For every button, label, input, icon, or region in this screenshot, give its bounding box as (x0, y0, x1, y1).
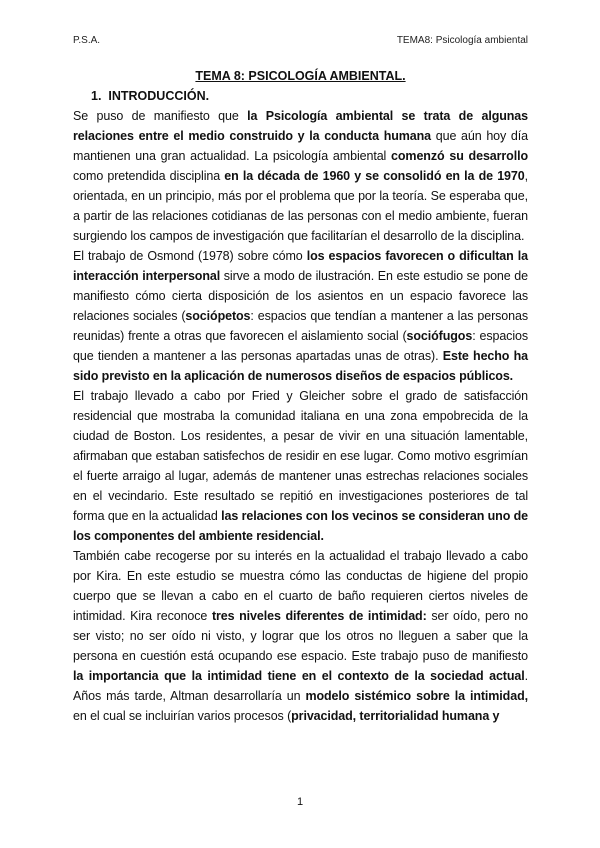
page-number: 1 (296, 796, 304, 808)
text-run: como pretendida disciplina (73, 169, 225, 183)
section-label: INTRODUCCIÓN. (108, 89, 210, 103)
section-heading (91, 86, 528, 106)
bold-text: en la década de 1960 y se consolidó en la de 1970 (224, 169, 525, 183)
text-run: También cabe recogerse por su interés en la actualidad el trabajo llevado a cabo por Kira. En este estudio se muestra cómo las conductas de higiene del propio cuerpo que se llevan a cabo en el cuarto de baño requieren ciertos niveles de intimidad. Kira reconoce (73, 549, 528, 623)
text-run: en el cual se incluirían varios procesos ( (73, 709, 292, 723)
header-right: TEMA8: Psicología ambiental (396, 35, 528, 46)
text-run: : espacios que tendían a mantener a las personas reunidas) frente a otras que favorecen el aislamiento social ( (73, 309, 528, 343)
bold-text: Este hecho ha sido previsto en la aplicación de numerosos diseños de espacios públicos. (73, 349, 529, 383)
bold-text: modelo sistémico sobre la intimidad, (305, 689, 528, 703)
text-run: sirve a modo de ilustración. En este estudio se pone de manifiesto cómo cierta disposición de los asientos en un espacio favorece las relaciones sociales ( (73, 269, 528, 323)
text-run: , orientada, en un principio, más por el problema que por la teoría. Se esperaba que, a partir de las relaciones cotidianas de las personas con el medio ambiente, fueran surgiendo los campos de investigación que facilitarían el desarrollo de la disciplina. (73, 169, 528, 243)
document-body (73, 66, 528, 726)
document-title: TEMA 8: PSICOLOGÍA AMBIENTAL. (195, 69, 406, 83)
bold-text: comenzó su desarrollo (391, 149, 528, 163)
text-run: que aún hoy día mantienen una gran actualidad. La psicología ambiental (73, 129, 528, 163)
bold-text: las relaciones con los vecinos se consideran uno de los componentes del ambiente residencial. (73, 509, 528, 543)
text-run: Se puso de manifiesto que (73, 109, 248, 123)
bold-text: privacidad, territorialidad humana y (291, 709, 500, 723)
text-run: El trabajo llevado a cabo por Fried y Gleicher sobre el grado de satisfacción residencial que mostraba la comunidad italiana en una zona empobrecida de la ciudad de Boston. Los residentes, a pesar de vivir en una situación lamentable, afirmaban que estaban satisfechos de residir en ese lugar. Como motivo esgrimían el fuerte arraigo al lugar, además de mantener unas estrechas relaciones sociales en el vecindario. Este resultado se repitió en investigaciones posteriores de tal forma que en la actualidad (73, 389, 528, 523)
paragraph-4 (73, 546, 528, 726)
bold-text: sociófugos (406, 329, 473, 343)
text-run: . Años más tarde, Altman desarrollaría un (73, 669, 528, 703)
bold-text: sociópetos (185, 309, 251, 323)
paragraphs (73, 106, 528, 726)
bold-text: tres niveles diferentes de intimidad: (211, 609, 427, 623)
paragraph-3 (73, 386, 528, 546)
bold-text: los espacios favorecen o dificultan la interacción interpersonal (73, 249, 528, 283)
paragraph-1 (73, 106, 528, 246)
text-run: El trabajo de Osmond (1978) sobre cómo (73, 249, 307, 263)
bold-text: la importancia que la intimidad tiene en el contexto de la sociedad actual (73, 669, 525, 683)
bold-text: la Psicología ambiental se trata de algunas relaciones entre el medio construido y la conducta humana (73, 109, 529, 143)
header-left: P.S.A. (73, 35, 101, 46)
paragraph-2 (73, 246, 528, 386)
section-number: 1. (91, 89, 102, 103)
text-run: ser oído, pero no ser visto; no ser oído ni visto, y lograr que los otros no lleguen a saber que la persona en cuestión está ocupando ese espacio. Este trabajo puso de manifiesto (73, 609, 528, 663)
text-run: : espacios que tienden a mantener a las personas apartadas unas de otras). (73, 329, 529, 363)
